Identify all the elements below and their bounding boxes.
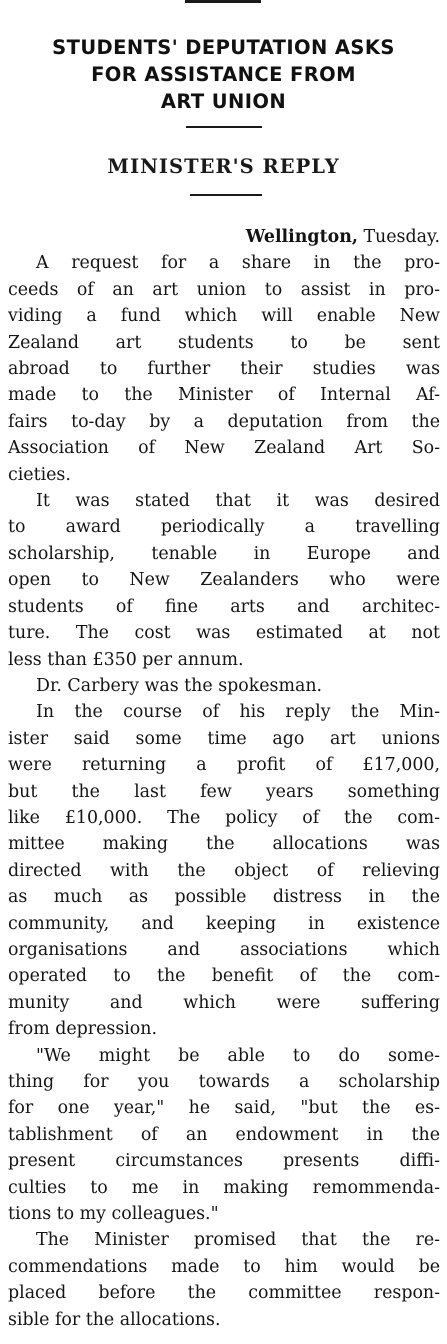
subheadline: MINISTER'S REPLY: [107, 155, 340, 178]
text-line: Association of New Zealand Art So-: [8, 438, 440, 459]
text-line: present circumstances presents diffi-: [8, 1151, 440, 1172]
text-line: mittee making the allocations was: [8, 834, 440, 855]
text-line: for one year," he said, "but the es-: [8, 1098, 440, 1119]
text-line: placed before the committee respon-: [8, 1283, 440, 1304]
text-line: as much as possible distress in the: [8, 887, 440, 908]
text-line: like £10,000. The policy of the com-: [8, 807, 440, 828]
text-line: culties to me in making remommenda-: [8, 1177, 440, 1198]
article-paragraph: [8, 1043, 440, 1228]
text-line: sible for the allocations.: [8, 1309, 221, 1330]
article-paragraph: [8, 699, 440, 1042]
headline-line: ART UNION: [160, 90, 287, 113]
text-line: from depression.: [8, 1019, 158, 1040]
text-line: The Minister promised that the re-: [36, 1230, 440, 1251]
text-line: less than £350 per annum.: [8, 649, 244, 670]
text-line: tions to my colleagues.": [8, 1204, 219, 1225]
text-line: made to the Minister of Internal Af-: [8, 385, 440, 406]
text-line: fairs to-day by a deputation from the: [8, 411, 440, 432]
text-line: In the course of his reply the Min-: [36, 702, 440, 723]
text-line: students of fine arts and architec-: [8, 596, 440, 617]
text-line: ture. The cost was estimated at not: [8, 623, 440, 644]
text-line: A request for a share in the pro-: [36, 253, 440, 274]
dateline-place: Wellington,: [245, 227, 358, 247]
article-body: [8, 224, 440, 1333]
text-line: commendations made to him would be: [8, 1256, 440, 1277]
headline-divider: [186, 126, 262, 128]
text-line: ister said some time ago art unions: [8, 728, 440, 749]
article-paragraph: [8, 250, 440, 488]
text-line: thing for you towards a scholarship: [8, 1072, 440, 1092]
headline: [0, 34, 447, 115]
dateline: [8, 224, 440, 250]
text-line: Dr. Carbery was the spokesman.: [36, 675, 323, 696]
text-line: scholarship, tenable in Europe and: [8, 543, 440, 564]
text-line: to award periodically a travelling: [8, 517, 440, 538]
text-line: open to New Zealanders who were: [8, 570, 440, 591]
text-line: ceeds of an art union to assist in pro-: [8, 279, 440, 300]
article-paragraph: [8, 1227, 440, 1333]
article-paragraph: [8, 488, 440, 673]
text-line: tablishment of an endowment in the: [8, 1124, 440, 1145]
text-line: were returning a profit of £17,000,: [8, 755, 440, 776]
headline-line: STUDENTS' DEPUTATION ASKS: [52, 36, 395, 59]
text-line: directed with the object of relieving: [8, 860, 440, 881]
text-line: "We might be able to do some-: [36, 1045, 440, 1066]
text-line: cieties.: [8, 464, 71, 485]
text-line: munity and which were suffering: [8, 992, 440, 1013]
text-line: Zealand art students to be sent: [8, 332, 440, 353]
article-paragraph: [8, 673, 440, 699]
text-line: abroad to further their studies was: [8, 359, 440, 380]
top-column-rule: [185, 0, 261, 3]
text-line: operated to the benefit of the com-: [8, 966, 440, 987]
text-line: community, and keeping in existence: [8, 913, 440, 934]
dateline-day: Tuesday.: [363, 227, 440, 247]
text-line: organisations and associations which: [8, 939, 440, 960]
headline-line: FOR ASSISTANCE FROM: [91, 63, 356, 86]
subheadline-divider: [190, 194, 262, 196]
text-line: viding a fund which will enable New: [8, 306, 440, 327]
text-line: but the last few years something: [8, 781, 440, 802]
text-line: It was stated that it was desired: [36, 491, 440, 512]
